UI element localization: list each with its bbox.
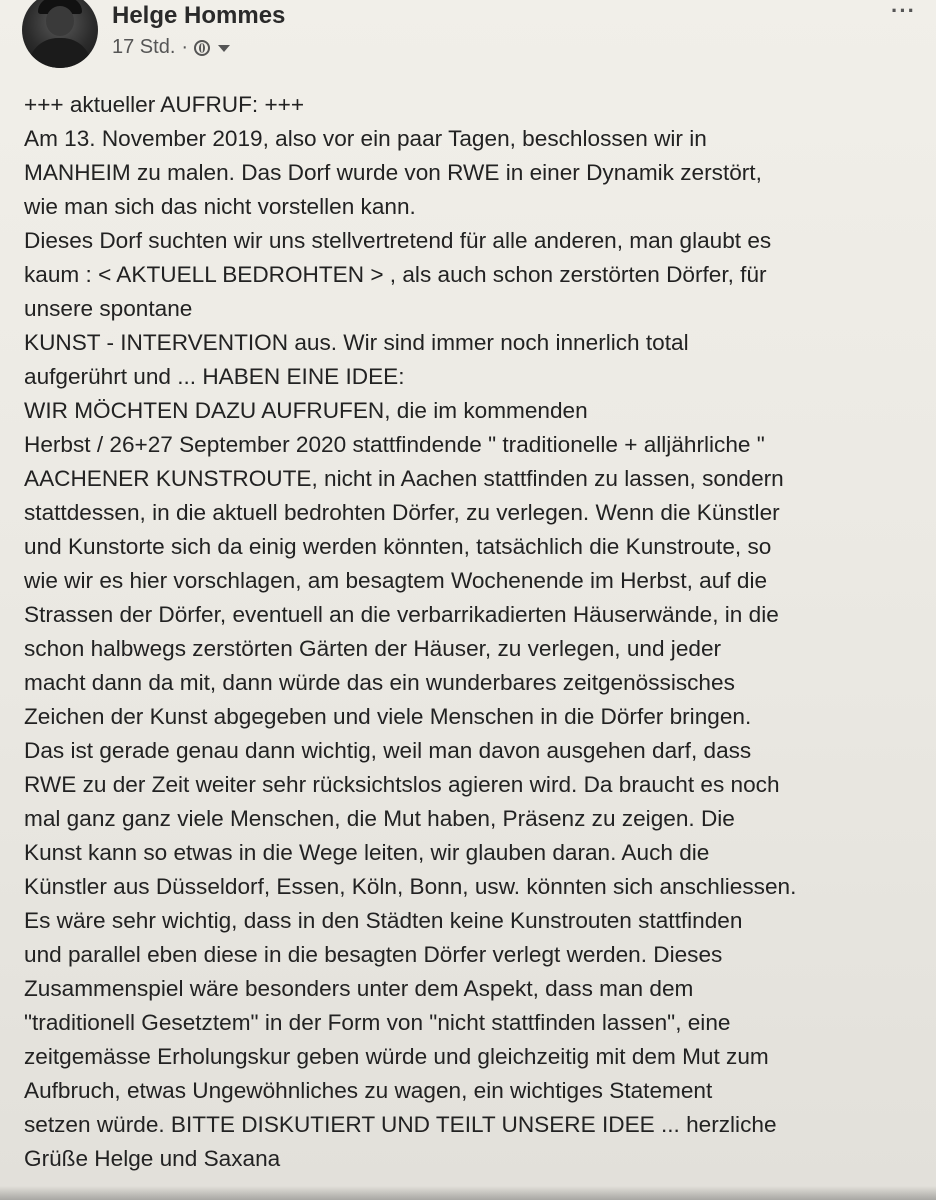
post-text-line: Künstler aus Düsseldorf, Essen, Köln, Bonn, usw. könnten sich anschliessen.	[24, 874, 797, 899]
post-text-line: aufgerührt und ... HABEN EINE IDEE:	[24, 364, 405, 389]
post-text-line: KUNST - INTERVENTION aus. Wir sind immer noch innerlich total	[24, 330, 689, 355]
chevron-down-icon[interactable]	[218, 45, 230, 52]
post-text-line: Am 13. November 2019, also vor ein paar Tagen, beschlossen wir in	[24, 126, 707, 151]
post-text	[24, 88, 914, 1176]
post-text-line: und parallel eben diese in die besagten Dörfer verlegt werden. Dieses	[24, 942, 723, 967]
post-text-line: wie man sich das nicht vorstellen kann.	[24, 194, 416, 219]
photo-edge-shadow	[0, 1186, 936, 1200]
post-text-line: Strassen der Dörfer, eventuell an die verbarrikadierten Häuserwände, in die	[24, 602, 779, 627]
post-text-line: Das ist gerade genau dann wichtig, weil man davon ausgehen darf, dass	[24, 738, 752, 763]
post-text-line: Zusammenspiel wäre besonders unter dem Aspekt, dass man dem	[24, 976, 694, 1001]
post-text-line: MANHEIM zu malen. Das Dorf wurde von RWE in einer Dynamik zerstört,	[24, 160, 762, 185]
post-text-line: Zeichen der Kunst abgegeben und viele Menschen in die Dörfer bringen.	[24, 704, 752, 729]
post-timestamp[interactable]: 17 Std.	[112, 36, 176, 58]
author-name[interactable]: Helge Hommes	[112, 2, 286, 29]
post-text-line: macht dann da mit, dann würde das ein wunderbares zeitgenössisches	[24, 670, 735, 695]
post-text-line: unsere spontane	[24, 296, 193, 321]
post-text-line: wie wir es hier vorschlagen, am besagtem Wochenende im Herbst, auf die	[24, 568, 768, 593]
post-text-line: Herbst / 26+27 September 2020 stattfindende " traditionelle + alljährliche "	[24, 432, 765, 457]
post-text-line: Dieses Dorf suchten wir uns stellvertretend für alle anderen, man glaubt es	[24, 228, 772, 253]
post-text-line: setzen würde. BITTE DISKUTIERT UND TEILT UNSERE IDEE ... herzliche	[24, 1112, 777, 1137]
post-text-line: AACHENER KUNSTROUTE, nicht in Aachen stattfinden zu lassen, sondern	[24, 466, 784, 491]
post-text-line: Grüße Helge und Saxana	[24, 1146, 281, 1171]
post-header	[0, 0, 936, 78]
post-text-line: Kunst kann so etwas in die Wege leiten, wir glauben daran. Auch die	[24, 840, 710, 865]
post-text-line: kaum : < AKTUELL BEDROHTEN > , als auch schon zerstörten Dörfer, für	[24, 262, 767, 287]
post-text-line: schon halbwegs zerstörten Gärten der Häuser, zu verlegen, und jeder	[24, 636, 722, 661]
post-text-line: +++ aktueller AUFRUF: +++	[24, 92, 305, 117]
globe-icon[interactable]	[194, 40, 210, 56]
post-text-line: Aufbruch, etwas Ungewöhnliches zu wagen, ein wichtiges Statement	[24, 1078, 713, 1103]
post-meta	[112, 36, 230, 59]
more-options-icon[interactable]: ···	[891, 0, 916, 23]
avatar-shoulders	[28, 38, 92, 68]
meta-separator: ·	[181, 36, 189, 58]
avatar-head	[46, 6, 74, 36]
post-text-line: zeitgemässe Erholungskur geben würde und gleichzeitig mit dem Mut zum	[24, 1044, 769, 1069]
post-text-line: mal ganz ganz viele Menschen, die Mut haben, Präsenz zu zeigen. Die	[24, 806, 735, 831]
post-text-line: stattdessen, in die aktuell bedrohten Dörfer, zu verlegen. Wenn die Künstler	[24, 500, 780, 525]
post-text-line: RWE zu der Zeit weiter sehr rücksichtslos agieren wird. Da braucht es noch	[24, 772, 780, 797]
author-avatar[interactable]	[22, 0, 98, 68]
post-text-line: und Kunstorte sich da einig werden könnten, tatsächlich die Kunstroute, so	[24, 534, 772, 559]
post-text-line: "traditionell Gesetztem" in der Form von "nicht stattfinden lassen", eine	[24, 1010, 731, 1035]
post-text-line: WIR MÖCHTEN DAZU AUFRUFEN, die im kommenden	[24, 398, 588, 423]
post-text-line: Es wäre sehr wichtig, dass in den Städten keine Kunstrouten stattfinden	[24, 908, 743, 933]
